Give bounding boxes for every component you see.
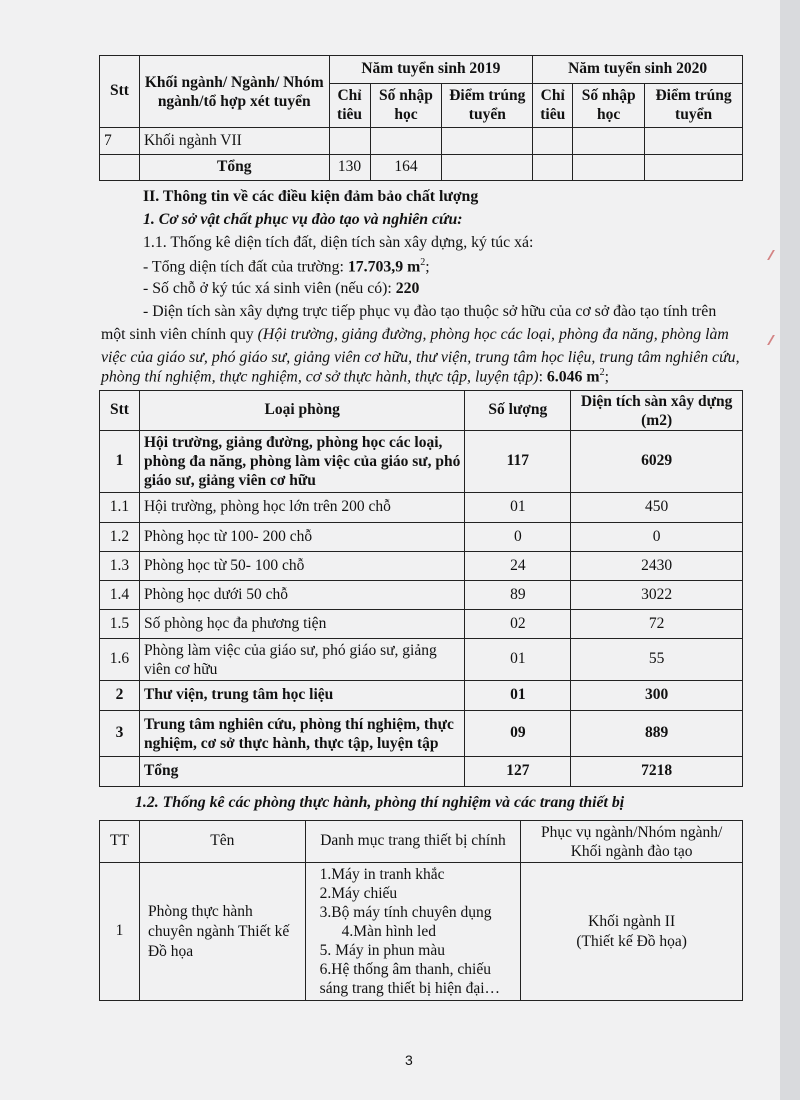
header-diem-2019: Điểm trúng tuyển <box>442 84 533 128</box>
cell-ten: Phòng thực hành chuyên ngành Thiết kế Đồ họa <box>139 863 305 1001</box>
header-tt: TT <box>100 821 140 863</box>
cell-qty: 117 <box>465 431 571 493</box>
cell-area: 6029 <box>571 431 743 493</box>
cell-empty <box>100 757 140 787</box>
cell-d20 <box>645 128 743 155</box>
table-row <box>100 431 743 493</box>
total-qty: 127 <box>465 757 571 787</box>
floor-line-1: - Diện tích sàn xây dựng trực tiếp phục vụ đào tạo thuộc sở hữu của cơ sở đào tạo tính trên <box>143 303 717 320</box>
cell-phuc-vu <box>521 863 743 1001</box>
header-phuc-vu: Phục vụ ngành/Nhóm ngành/ Khối ngành đào tạo <box>521 821 743 863</box>
cell-snh19 <box>370 128 442 155</box>
header-stt: Stt <box>100 56 140 128</box>
cell-loai: Phòng làm việc của giáo sư, phó giáo sư, giảng viên cơ hữu <box>139 639 464 681</box>
cell-area: 2430 <box>571 552 743 581</box>
cell-stt: 7 <box>100 128 140 155</box>
cell-empty <box>442 155 533 181</box>
floor-line2-italic: (Hội trường, giảng đường, phòng học các loại, phòng đa năng, phòng làm <box>257 326 729 343</box>
cell-stt: 1.2 <box>100 523 140 552</box>
floor-line4-italic: phòng thí nghiệm, thực nghiệm, cơ sở thực hành, thực tập, luyện tập) <box>101 368 539 386</box>
cell-stt: 3 <box>100 711 140 757</box>
floor-line-3: việc của giáo sư, phó giáo sư, giảng viên cơ hữu, thư viện, trung tâm học liệu, trung tâm nghiên cứu, <box>101 349 740 366</box>
cell-empty <box>573 155 645 181</box>
floor-line2-plain: một sinh viên chính quy <box>101 326 258 343</box>
cell-empty <box>645 155 743 181</box>
dorm-line <box>143 280 419 298</box>
total-row <box>100 155 743 181</box>
floor-line4-colon: : <box>538 368 547 386</box>
cell-area: 72 <box>571 610 743 639</box>
subsection-1-2-heading: 1.2. Thống kê các phòng thực hành, phòng thí nghiệm và các trang thiết bị <box>135 794 625 811</box>
cell-area: 0 <box>571 523 743 552</box>
cell-loai: Phòng học từ 50- 100 chỗ <box>139 552 464 581</box>
cell-area: 300 <box>571 681 743 711</box>
land-area-line <box>143 257 430 276</box>
header-so-luong: Số lượng <box>465 391 571 431</box>
cell-qty: 24 <box>465 552 571 581</box>
cell-qty: 01 <box>465 639 571 681</box>
header-khoi-nganh: Khối ngành/ Ngành/ Nhóm ngành/tổ hợp xét tuyển <box>139 56 329 128</box>
table-row <box>100 552 743 581</box>
equipment-item: 6.Hệ thống âm thanh, chiếu sáng trang thiết bị hiện đại… <box>319 961 501 997</box>
equipment-item: 4.Màn hình led <box>341 923 436 940</box>
total-label: Tổng <box>139 757 464 787</box>
header-loai-phong: Loại phòng <box>139 391 464 431</box>
table-row <box>100 581 743 610</box>
dorm-prefix: - Số chỗ ở ký túc xá sinh viên (nếu có): <box>143 280 396 297</box>
header-so-nhap-hoc-2020: Số nhập học <box>573 84 645 128</box>
cell-area: 889 <box>571 711 743 757</box>
floor-line-2 <box>101 326 729 344</box>
equipment-item: 1.Máy in tranh khắc <box>319 866 445 883</box>
total-row <box>100 757 743 787</box>
equipment-item: 2.Máy chiếu <box>319 885 398 902</box>
table-row <box>100 863 743 1001</box>
admission-table <box>99 55 743 181</box>
total-ct19: 130 <box>329 155 370 181</box>
cell-loai: Hội trường, phòng học lớn trên 200 chỗ <box>139 493 464 523</box>
room-area-table <box>99 390 743 787</box>
subsection-heading: 1. Cơ sở vật chất phục vụ đào tạo và nghiên cứu: <box>143 211 463 228</box>
total-snh19: 164 <box>370 155 442 181</box>
equipment-item: 5. Máy in phun màu <box>319 942 445 959</box>
cell-qty: 01 <box>465 493 571 523</box>
cell-stt: 1.5 <box>100 610 140 639</box>
floor-line-4 <box>101 367 609 386</box>
floor-sup: 2 <box>599 367 605 378</box>
land-suffix: ; <box>425 258 430 276</box>
cell-stt: 1.4 <box>100 581 140 610</box>
cell-qty: 89 <box>465 581 571 610</box>
phuc-vu-line-2: (Thiết kế Đồ họa) <box>576 932 687 950</box>
floor-value: 6.046 m <box>546 368 600 386</box>
cell-ct19 <box>329 128 370 155</box>
cell-stt: 1.3 <box>100 552 140 581</box>
table-row <box>100 681 743 711</box>
land-sup: 2 <box>420 257 426 268</box>
cell-stt: 1.1 <box>100 493 140 523</box>
cell-snh20 <box>573 128 645 155</box>
paragraph-1-1: 1.1. Thống kê diện tích đất, diện tích sàn xây dựng, ký túc xá: <box>143 234 534 251</box>
cell-stt: 2 <box>100 681 140 711</box>
header-ten: Tên <box>139 821 305 863</box>
cell-loai: Trung tâm nghiên cứu, phòng thí nghiệm, thực nghiệm, cơ sở thực hành, thực tập, luyện tập <box>139 711 464 757</box>
cell-stt: 1 <box>100 431 140 493</box>
section-heading: II. Thông tin về các điều kiện đảm bảo chất lượng <box>143 188 479 205</box>
cell-empty <box>100 155 140 181</box>
cell-loai: Phòng học từ 100- 200 chỗ <box>139 523 464 552</box>
cell-area: 55 <box>571 639 743 681</box>
header-so-nhap-hoc-2019: Số nhập học <box>370 84 442 128</box>
cell-equipment <box>305 863 521 1001</box>
lab-equipment-table <box>99 820 743 1001</box>
header-chi-tieu-2020: Chỉ tiêu <box>533 84 573 128</box>
cell-name: Khối ngành VII <box>139 128 329 155</box>
land-prefix: - Tổng diện tích đất của trường: <box>143 258 348 276</box>
cell-tt: 1 <box>100 863 140 1001</box>
cell-ct20 <box>533 128 573 155</box>
page-edge <box>780 0 800 1100</box>
cell-loai: Số phòng học đa phương tiện <box>139 610 464 639</box>
floor-suffix: ; <box>604 368 609 386</box>
table-row <box>100 711 743 757</box>
equipment-item: 3.Bộ máy tính chuyên dụng <box>319 904 492 921</box>
header-chi-tieu-2019: Chỉ tiêu <box>329 84 370 128</box>
cell-loai: Phòng học dưới 50 chỗ <box>139 581 464 610</box>
cell-loai: Thư viện, trung tâm học liệu <box>139 681 464 711</box>
cell-area: 3022 <box>571 581 743 610</box>
cell-qty: 0 <box>465 523 571 552</box>
total-label: Tổng <box>139 155 329 181</box>
table-row <box>100 523 743 552</box>
cell-area: 450 <box>571 493 743 523</box>
table-row <box>100 610 743 639</box>
header-diem-2020: Điểm trúng tuyển <box>645 84 743 128</box>
header-year-2020: Năm tuyển sinh 2020 <box>533 56 743 84</box>
page-number: 3 <box>405 1052 413 1068</box>
cell-stt: 1.6 <box>100 639 140 681</box>
cell-empty <box>533 155 573 181</box>
table-row <box>100 639 743 681</box>
cell-loai: Hội trường, giảng đường, phòng học các loại, phòng đa năng, phòng làm việc của giáo sư, phó giáo sư, giảng viên cơ hữu <box>139 431 464 493</box>
cell-qty: 01 <box>465 681 571 711</box>
header-year-2019: Năm tuyển sinh 2019 <box>329 56 533 84</box>
header-dien-tich: Diện tích sàn xây dựng (m2) <box>571 391 743 431</box>
cell-d19 <box>442 128 533 155</box>
header-stt: Stt <box>100 391 140 431</box>
dorm-value: 220 <box>395 280 420 297</box>
cell-qty: 09 <box>465 711 571 757</box>
phuc-vu-line-1: Khối ngành II <box>588 912 676 930</box>
total-area: 7218 <box>571 757 743 787</box>
land-value: 17.703,9 m <box>347 258 421 276</box>
table-row <box>100 493 743 523</box>
cell-qty: 02 <box>465 610 571 639</box>
table-row <box>100 128 743 155</box>
header-danh-muc: Danh mục trang thiết bị chính <box>305 821 521 863</box>
